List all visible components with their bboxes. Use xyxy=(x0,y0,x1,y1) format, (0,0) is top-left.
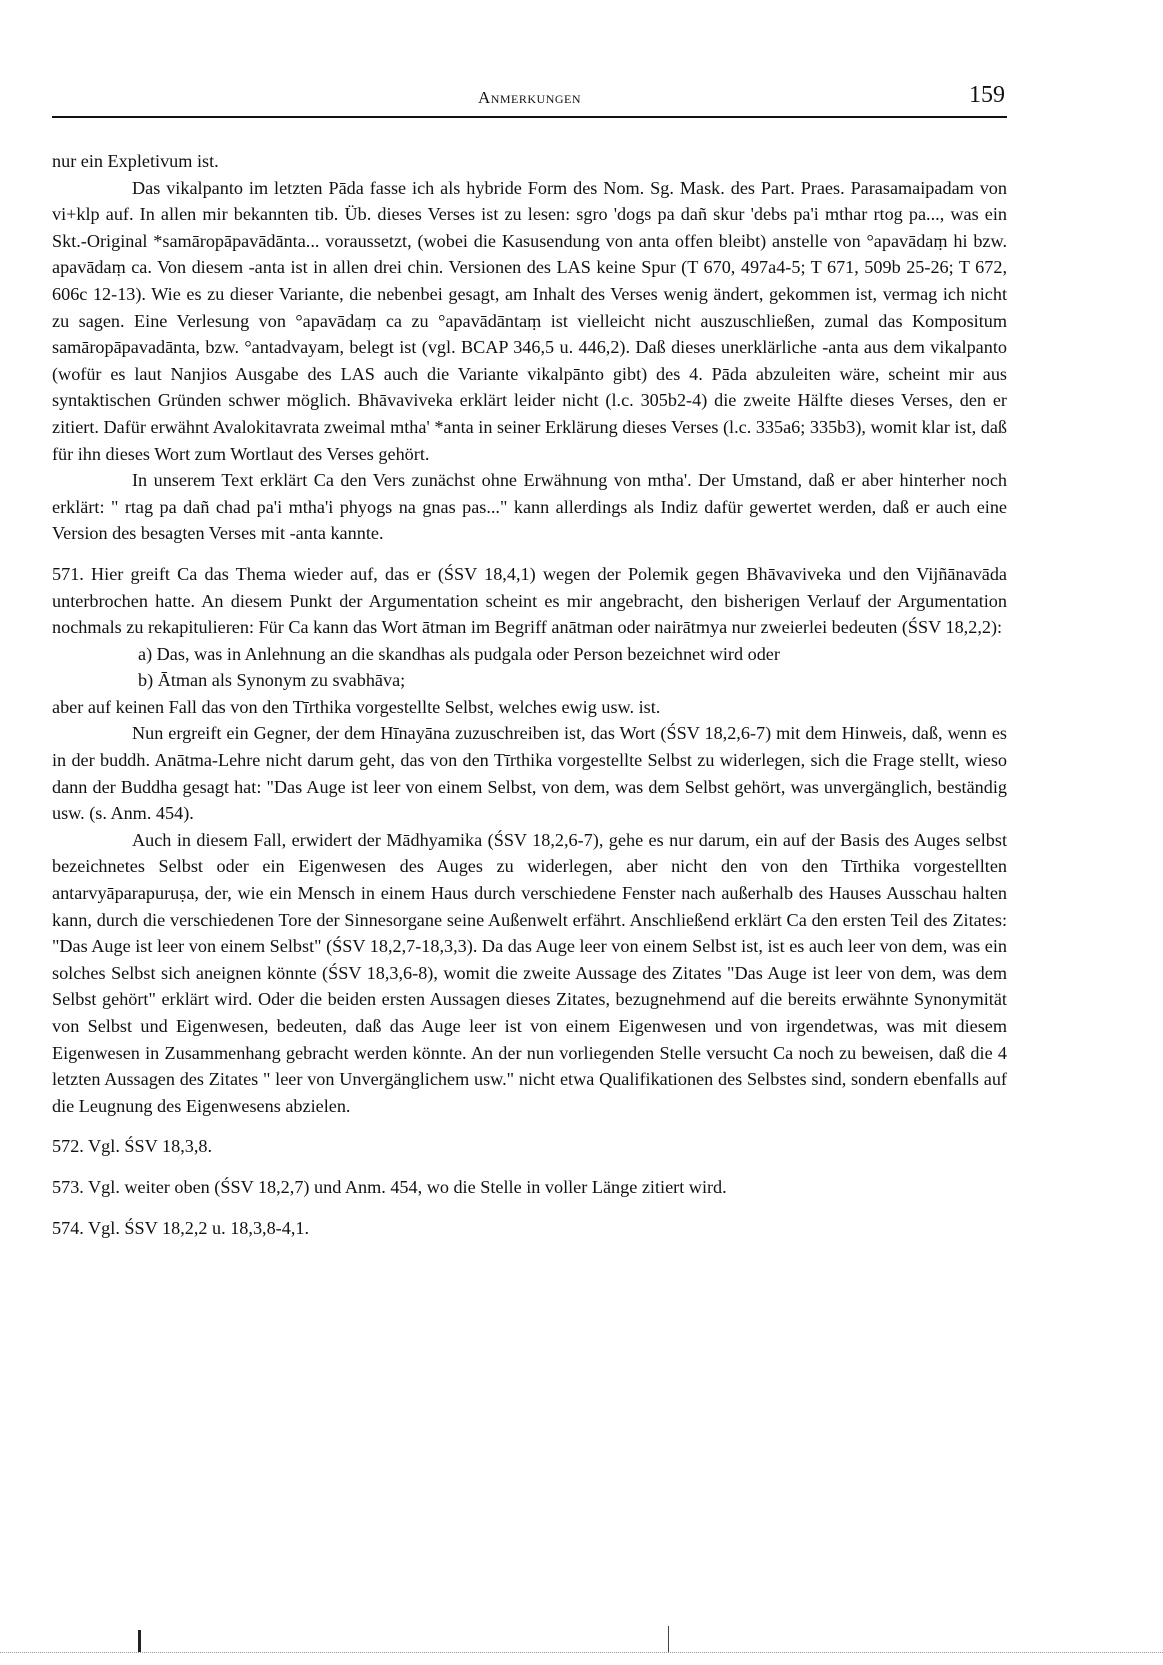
scan-edge-mark-2 xyxy=(668,1626,669,1652)
running-title: Anmerkungen xyxy=(477,88,582,107)
note-571: 571. Hier greift Ca das Thema wieder auf, das er (ŚSV 18,4,1) wegen der Polemik gegen Bhāvaviveka und den Vijñānavāda unterbrochen hatte. An diesem Punkt der Argumentation scheint es mir angebracht, den bisherigen Verlauf der Argumentation nochmals zu rekapitulieren: Für Ca kann das Wort ātman im Begriff anātman oder nairātmya nur zweierlei bedeuten (ŚSV 18,2,2): xyxy=(52,563,1007,638)
page-number: 159 xyxy=(969,82,1005,108)
paragraph-madhyamika: Auch in diesem Fall, erwidert der Mādhyamika (ŚSV 18,2,6-7), gehe es nur darum, ein auf der Basis des Auges selbst bezeichnetes Selbst oder ein Eigenwesen des Auges zu widerlegen, aber nicht den von den Tīrthika vorgestellten antarvyāparapuruṣa, der, wie ein Mensch in einem Haus durch verschiedene Fenster nach außerhalb des Hauses Ausschau halten kann, durch die verschiedenen Tore der Sinnesorgane seine Außenwelt erfährt. Anschließend erklärt Ca den ersten Teil des Zitates: "Das Auge ist leer von einem Selbst" (ŚSV 18,2,7-18,3,3). Da das Auge leer von einem Selbst ist, ist es auch leer von dem, was ein solches Selbst sich aneignen könnte (ŚSV 18,3,6-8), womit die zweite Aussage des Zitates "Das Auge ist leer von dem, was dem Selbst gehört" erklärt wird. Oder die beiden ersten Aussagen dieses Zitates, bezugnehmend auf die bereits erwähnte Synonymität von Selbst und Eigenwesen, bedeuten, daß das Auge leer ist von einem Eigenwesen und von irgendetwas, was mit diesem Eigenwesen in Zusammenhang gebracht werden könnte. An der nun vorliegenden Stelle versucht Ca noch zu beweisen, daß die 4 letzten Aussagen des Zitates " leer von Unvergänglichem usw." nicht etwa Qualifikationen des Selbstes sind, sondern ebenfalls auf die Leugnung des Eigenwesens abzielen. xyxy=(52,829,1007,1116)
note-572: 572. Vgl. ŚSV 18,3,8. xyxy=(52,1136,213,1157)
main-text xyxy=(52,148,1007,1241)
paragraph-gegner: Nun ergreift ein Gegner, der dem Hīnayāna zuzuschreiben ist, das Wort (ŚSV 18,2,6-7) mit dem Hinweis, daß, wenn es in der buddh. Anātma-Lehre nicht darum geht, das von den Tīrthika vorgestellte Selbst zu widerlegen, sich die Frage stellt, wieso dann der Buddha gesagt hat: "Das Auge ist leer von einem Selbst, von dem, was dem Selbst gehört, was unvergänglich, beständig usw. (s. Anm. 454). xyxy=(52,723,1007,824)
paragraph-unserem-text: In unserem Text erklärt Ca den Vers zunächst ohne Erwähnung von mtha'. Der Umstand, daß er aber hinterher noch erklärt: " rtag pa dañ chad pa'i mtha'i phyogs na gnas pas..." kann allerdings als Indiz dafür gewertet werden, daß er auch eine Version des besagten Verses mit -anta kannte. xyxy=(52,470,1007,544)
note-571-item-a: a) Das, was in Anlehnung an die skandhas als pudgala oder Person bezeichnet wird oder xyxy=(138,643,780,664)
paragraph-vikalpanto: Das vikalpanto im letzten Pāda fasse ich als hybride Form des Nom. Sg. Mask. des Part. Praes. Parasamaipadam von vi+klp auf. In allen mir bekannten tib. Üb. dieses Verses ist zu lesen: sgro 'dogs pa dañ skur 'debs pa'i mthar rtog pa..., was ein Skt.-Original *samāropāpavādānta... voraussetzt, (wobei die Kasusendung von anta offen bleibt) anstelle von °apavādaṃ hi bzw. apavādaṃ ca. Von diesem -anta ist in allen drei chin. Versionen des LAS keine Spur (T 670, 497a4-5; T 671, 509b 25-26; T 672, 606c 12-13). Wie es zu dieser Variante, die nebenbei gesagt, am Inhalt des Verses wenig ändert, gekommen ist, vermag ich nicht zu sagen. Eine Verlesung von °apavādaṃ ca zu °apavādāntaṃ ist vielleicht nicht auszuschließen, zumal das Kompositum samāropāpavadānta, bzw. °antadvayam, belegt ist (vgl. BCAP 346,5 u. 446,2). Daß dieses unerklärliche -anta aus dem vikalpanto (wofür es laut Nanjios Ausgabe des LAS auch die Variante vikalpānto gibt) des 4. Pāda abzuleiten wäre, scheint mir aus syntaktischen Gründen schwer möglich. Bhāvaviveka erklärt leider nicht (l.c. 305b2-4) die zweite Hälfte dieses Verses, den er zitiert. Dafür erwähnt Avalokitavrata zweimal mtha' *anta in seiner Erklärung dieses Verses (l.c. 335a6; 335b3), womit klar ist, daß für ihn dieses Wort zum Wortlaut des Verses gehört. xyxy=(52,177,1007,464)
note-574: 574. Vgl. ŚSV 18,2,2 u. 18,3,8-4,1. xyxy=(52,1217,310,1238)
paragraph-continuation: nur ein Expletivum ist. xyxy=(52,151,219,171)
running-header xyxy=(52,80,1007,118)
note-571-conclusion: aber auf keinen Fall das von den Tīrthika vorgestellte Selbst, welches ewig usw. ist. xyxy=(52,696,661,717)
note-573: 573. Vgl. weiter oben (ŚSV 18,2,7) und Anm. 454, wo die Stelle in voller Länge zitiert wird. xyxy=(52,1176,727,1197)
scan-edge-mark xyxy=(138,1630,141,1652)
note-571-item-b: b) Ātman als Synonym zu svabhāva; xyxy=(138,670,406,691)
scan-bottom-edge xyxy=(0,1652,1163,1654)
